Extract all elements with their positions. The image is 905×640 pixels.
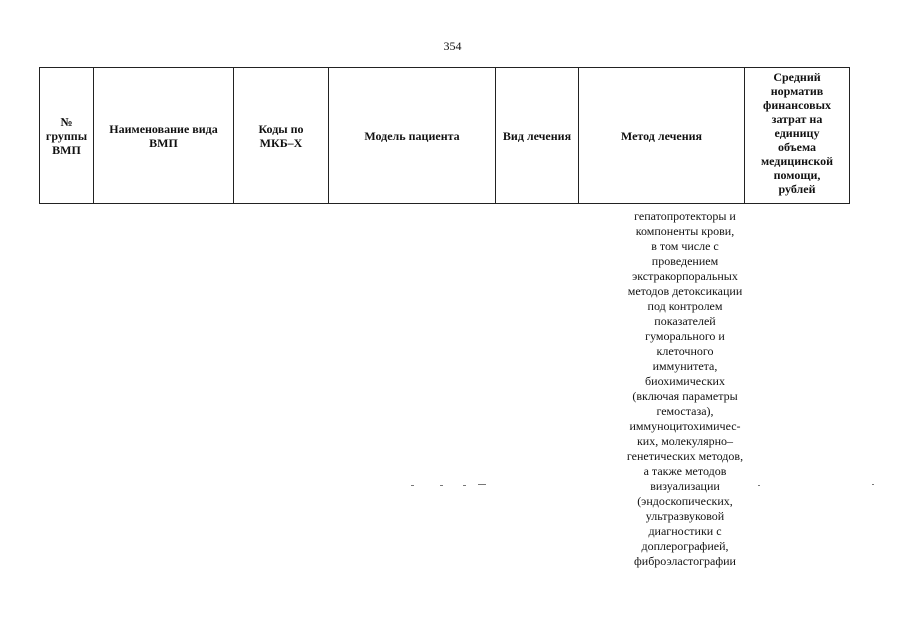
header-row (40, 68, 850, 204)
page-number: 354 (443, 39, 462, 53)
scan-speck (440, 485, 443, 486)
header-icd-codes: Коды по МКБ–Х (234, 68, 329, 204)
scan-speck (872, 484, 874, 485)
scan-speck (463, 485, 466, 486)
table-header (39, 67, 850, 204)
scan-speck (478, 484, 486, 485)
header-group-number: № группы ВМП (40, 68, 94, 204)
scan-speck (411, 485, 414, 486)
treatment-method-cell: гепатопротекторы и компоненты крови, в том числе с проведением экстракорпоральных методов детоксикации под контролем показателей гуморального и клеточного иммунитета, биохимических (включая параметры гемостаза), иммуноцитохимичес- ких, молекулярно– генетических методов, а также методов визуализации (эндоскопических, ультразвуковой диагностики с доплерографией, фиброэластографии (626, 209, 744, 568)
header-patient-model: Модель пациента (329, 68, 496, 204)
header-vmp-name: Наименование вида ВМП (94, 68, 234, 204)
scan-speck (758, 485, 760, 486)
header-treatment-method: Метод лечения (579, 68, 745, 204)
header-treatment-type: Вид лечения (496, 68, 579, 204)
header-average-cost: Средний норматив финансовых затрат на единицу объема медицинской помощи, рублей (745, 68, 850, 204)
